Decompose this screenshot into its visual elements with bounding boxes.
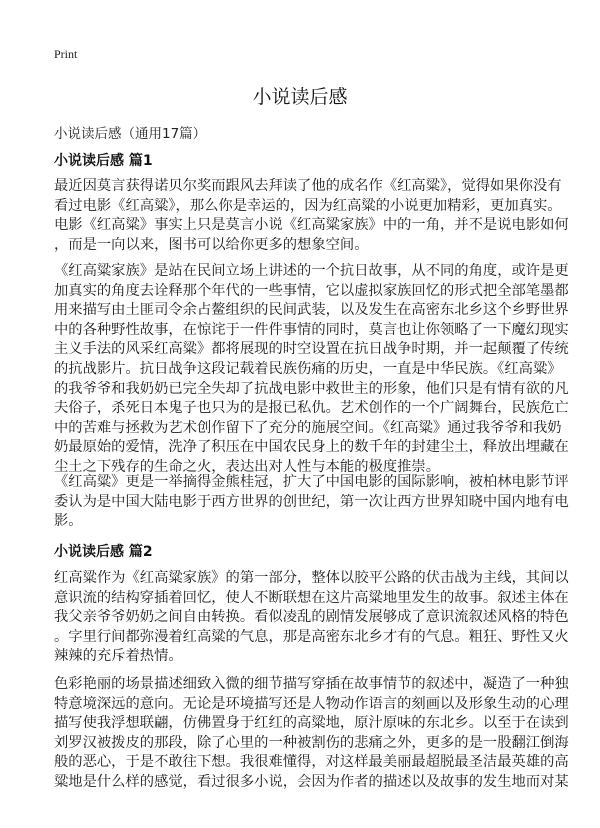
text-line: 《红高粱》更是一举摘得金熊桂冠，扩大了中国电影的国际影响，被柏林电影节评 — [54, 474, 569, 490]
text-line: 我父亲爷爷奶奶之间自由转换。看似凌乱的剧情发展够成了意识流叙述风格的特色 — [54, 609, 569, 626]
text-line: 红高粱作为《红高粱家族》的第一部分，整体以胶平公路的伏击战为主线，其间以 — [54, 570, 569, 586]
text-line: 看过电影《红高粱》，那么你是幸运的，因为红高粱的小说更加精彩，更加真实。 — [54, 197, 562, 214]
text-line: 奶最原始的爱情，洗净了积压在中国农民身上的数千年的封建尘土，释放出埋藏在 — [54, 439, 569, 456]
text-line: 的抗战影片。抗日战争这段记载着民族伤痛的历史，一直是中华民族。《红高粱》 — [54, 360, 562, 377]
text-line: 电影《红高粱》事实上只是莫言小说《红高粱家族》中的一角，并不是说电影如何 — [54, 217, 569, 234]
text-line: 辣辣的充斥着热情。 — [54, 648, 183, 665]
print-link[interactable]: Print — [54, 47, 78, 61]
text-line: 加真实的角度去诠释那个年代的一些事情，它以虚拟家族回忆的形式把全部笔墨都 — [54, 282, 569, 299]
text-line: 中的苦难与拯救为艺术创作留下了充分的施展空间。《红高粱》通过我爷爷和我奶 — [54, 419, 562, 436]
text-line: 中的各种野性故事，在惊诧于一件件事情的同时，莫言也让你领略了一下魔幻现实 — [54, 321, 569, 338]
text-line: 般的恶心，于是不敢往下想。我很难懂得，对这样最美丽最超脱最圣洁最英雄的高 — [54, 754, 569, 771]
page-title: 小说读后感 — [252, 86, 348, 108]
paragraph — [54, 675, 569, 793]
text-line: 色彩艳丽的场景描述细致入微的细节描写穿插在故事情节的叙述中，凝造了一种独 — [54, 676, 569, 692]
paragraph — [54, 473, 569, 532]
paragraph — [54, 569, 569, 667]
text-line: 特意境深远的意向。无论是环境描写还是人物动作语言的刻画以及形象生动的心理 — [54, 695, 569, 712]
text-line: 的我爷爷和我奶奶已完全失却了抗战电影中救世主的形象，他们只是有情有欲的凡 — [54, 380, 569, 397]
paragraph — [54, 177, 569, 255]
text-line: 影。 — [54, 513, 83, 530]
text-line: 用来描写由土匪司令余占鳌组织的民间武装，以及发生在高密东北乡这个乡野世界 — [54, 302, 569, 319]
document-subtitle: 小说读后感（通用17篇） — [54, 126, 207, 142]
text-line: 尘土之下残存的生命之火，表达出对人性与本能的极度推崇。 — [54, 458, 441, 475]
section-heading-2: 小说读后感 篇2 — [54, 544, 153, 560]
text-line: 夫俗子，杀死日本鬼子也只为的是报已私仇。艺术创作的一个广阔舞台，民族危亡 — [54, 400, 569, 417]
text-line: 。字里行间都弥漫着红高粱的气息，那是高密东北乡才有的气息。粗狂、野性又火 — [54, 628, 569, 645]
paragraph — [54, 262, 569, 478]
text-line: 主义手法的风采红高粱》都将展现的时空设置在抗日战争时期，并一起颠覆了传统 — [54, 341, 569, 358]
section-heading-1: 小说读后感 篇1 — [54, 153, 153, 169]
text-line: 描写使我浮想联翩，仿佛置身于红红的高粱地，原汁原味的东北乡。以至于在读到 — [54, 715, 569, 732]
text-line: 意识流的结构穿插着回忆，使人不断联想在这片高粱地里发生的故事。叙述主体在 — [54, 589, 569, 606]
text-line: 最近因莫言获得诺贝尔奖而跟风去拜读了他的成名作《红高粱》，觉得如果你没有 — [54, 178, 562, 194]
text-line: 刘罗汉被拨皮的那段，除了心里的一种被割伤的悲痛之外，更多的是一股翻江倒海 — [54, 734, 569, 751]
text-line: 粱地是什么样的感觉，看过很多小说，会因为作者的描述以及故事的发生地而对某 — [54, 773, 569, 790]
text-line: ，而是一向以来，图书可以给你更多的想象空间。 — [54, 236, 369, 253]
text-line: 委认为是中国大陆电影于西方世界的创世纪，第一次让西方世界知晓中国内地有电 — [54, 493, 569, 510]
text-line: 《红高粱家族》是站在民间立场上讲述的一个抗日故事，从不同的角度，或许是更 — [54, 263, 569, 279]
